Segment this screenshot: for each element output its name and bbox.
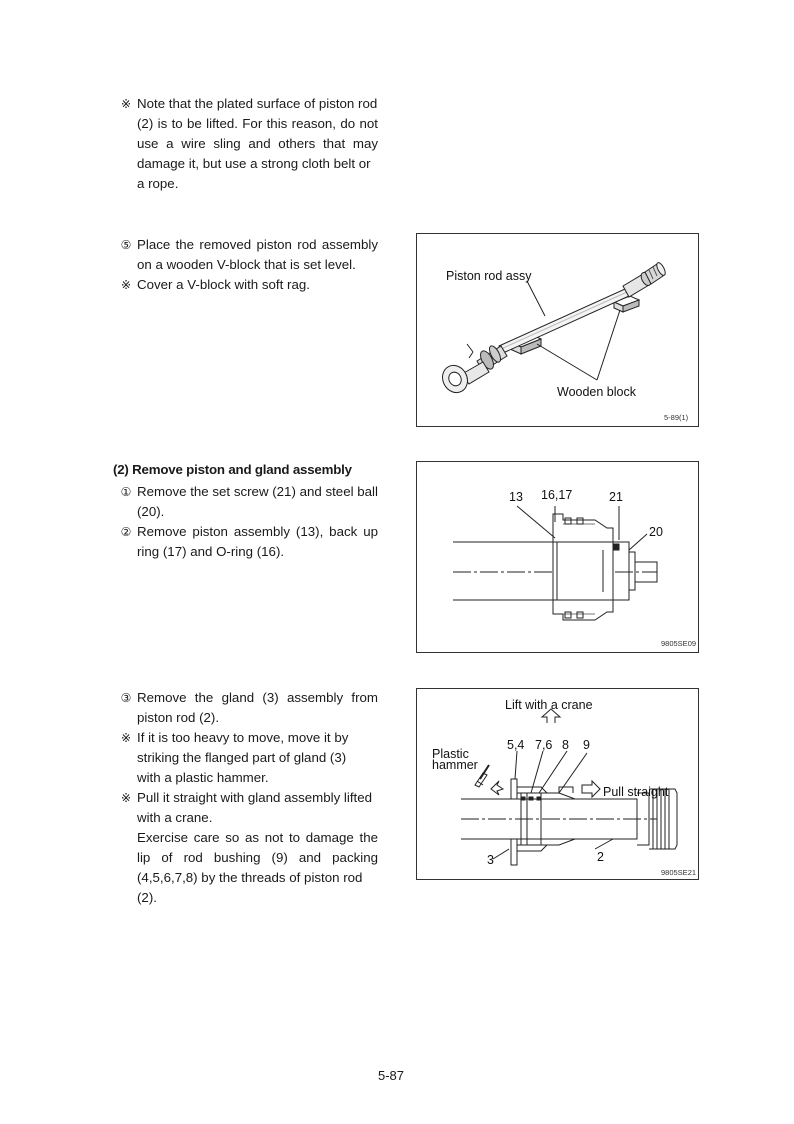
text-line: (2) is to be lifted. For this reason, do not	[137, 116, 378, 131]
piston-section-drawing	[417, 462, 698, 652]
label-lift-with-crane: Lift with a crane	[505, 698, 593, 712]
text-line: Note that the plated surface of piston rod	[137, 96, 378, 111]
text-line: Remove piston assembly (13), back up	[137, 524, 378, 539]
text-line: striking the flanged part of gland (3)	[137, 750, 347, 765]
label-5-4: 5,4	[507, 738, 525, 752]
text-line: (4,5,6,7,8) by the threads of piston rod	[137, 870, 363, 885]
text-line: a rope.	[137, 176, 179, 191]
step-marker: ③	[120, 691, 132, 705]
label-13: 13	[509, 490, 523, 504]
text-line: use a wire sling and others that may	[137, 136, 378, 151]
figure-code: 5-89(1)	[664, 413, 689, 422]
note-marker: ※	[120, 97, 132, 111]
text-line: Exercise care so as not to damage the	[137, 830, 378, 845]
step-marker: ⑤	[120, 238, 132, 252]
piston-rod-drawing	[417, 234, 698, 426]
text-line: If it is too heavy to move, move it by	[137, 730, 349, 745]
note-marker: ※	[120, 791, 132, 805]
label-9: 9	[583, 738, 590, 752]
figure-code: 9805SE09	[661, 639, 697, 648]
text-line: Pull it straight with gland assembly lifted	[137, 790, 373, 805]
note-marker: ※	[120, 731, 132, 745]
text-line: Remove the gland (3) assembly from	[137, 690, 378, 705]
text-line: Remove the set screw (21) and steel ball	[137, 484, 378, 499]
label-21: 21	[609, 490, 623, 504]
label-piston-rod-assy: Piston rod assy	[446, 269, 532, 283]
label-16-17: 16,17	[541, 488, 573, 502]
label-8: 8	[562, 738, 569, 752]
figure-gland-removal	[416, 688, 699, 880]
text-line: lip of rod bushing (9) and packing	[137, 850, 378, 865]
step-marker: ②	[120, 525, 132, 539]
text-line: (20).	[137, 504, 165, 519]
label-wooden-block: Wooden block	[557, 385, 636, 399]
text-line: on a wooden V-block that is set level.	[137, 257, 356, 272]
text-line: ring (17) and O-ring (16).	[137, 544, 285, 559]
text-line: damage it, but use a strong cloth belt or	[137, 156, 371, 171]
text-line: with a crane.	[137, 810, 213, 825]
text-line: Cover a V-block with soft rag.	[137, 277, 310, 292]
gland-removal-drawing	[417, 689, 698, 879]
figure-piston-section	[416, 461, 699, 653]
label-hammer: hammer	[432, 758, 478, 772]
figure-code: 9805SE21	[661, 868, 697, 877]
text-line: piston rod (2).	[137, 710, 220, 725]
label-pull-straight: Pull straight	[603, 785, 669, 799]
label-7-6: 7,6	[535, 738, 553, 752]
label-plastic: Plastic	[432, 747, 469, 761]
label-2: 2	[597, 850, 604, 864]
label-3: 3	[487, 853, 494, 867]
text-line: (2).	[137, 890, 157, 905]
label-20: 20	[649, 525, 663, 539]
note-marker: ※	[120, 278, 132, 292]
page-number: 5-87	[378, 1068, 405, 1083]
figure-piston-rod-on-blocks	[416, 233, 699, 427]
section-heading: (2) Remove piston and gland assembly	[113, 462, 352, 477]
text-line: with a plastic hammer.	[137, 770, 269, 785]
step-marker: ①	[120, 485, 132, 499]
text-line: Place the removed piston rod assembly	[137, 237, 378, 252]
